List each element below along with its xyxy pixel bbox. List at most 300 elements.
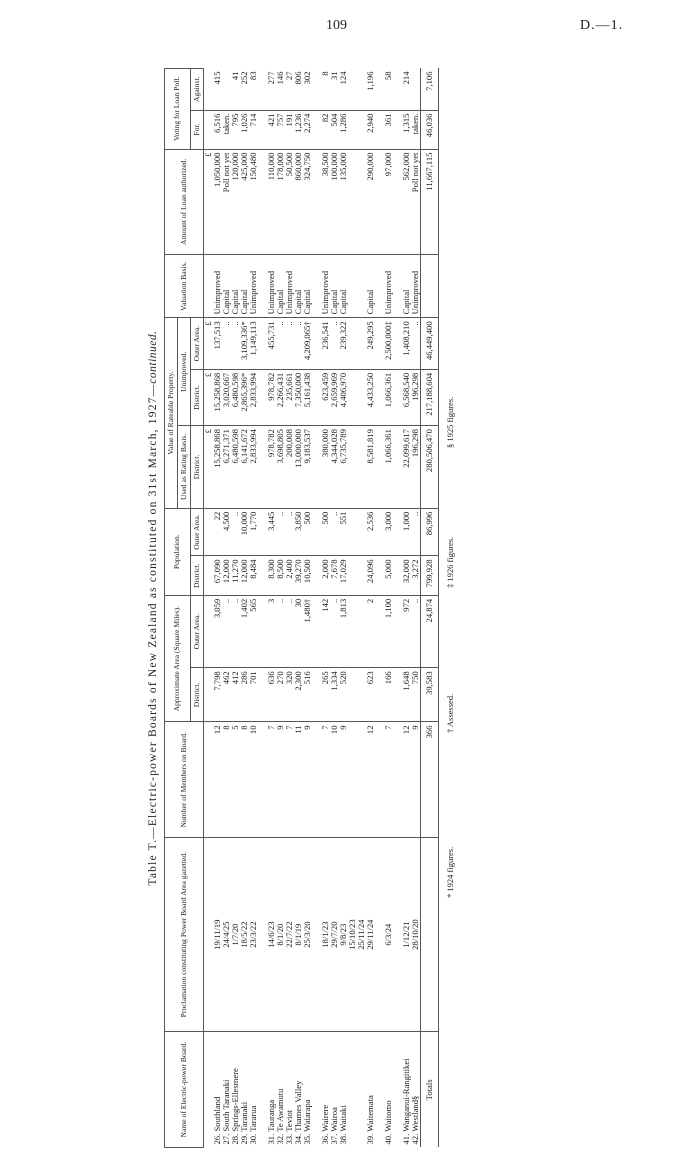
- cell-members: 7: [285, 722, 294, 838]
- cell-name: 41. Wanganui-Rangitikei: [401, 1058, 412, 1145]
- cell-proc: 18/5/22: [240, 838, 249, 1032]
- cell-un-o: 137,513: [213, 318, 222, 369]
- total-pop-o: 86,996: [421, 508, 439, 556]
- cell-rb-d: 380,000: [321, 426, 330, 509]
- cell-for: 795: [231, 110, 240, 149]
- cell-name: 35. Waiarapa: [302, 1099, 313, 1145]
- cell-pop-o: 10,000: [240, 508, 249, 556]
- cell-for: 361: [384, 110, 393, 149]
- footnote: † Assessed.: [445, 693, 456, 733]
- cell-for: 1,315: [402, 110, 411, 149]
- cell-area-o: 3: [267, 595, 276, 668]
- cell-pop-d: 17,029: [339, 556, 348, 595]
- cell-proc: 23/3/22: [249, 838, 258, 1032]
- cell-un-d: 6,568,540: [402, 369, 411, 425]
- cell-rb-d: [348, 426, 357, 509]
- cell-rb-d: 6,480,598: [231, 426, 240, 509]
- cell-area-d: 166: [384, 668, 393, 722]
- table-title: [142, 68, 164, 1148]
- cell-pop-d: 8,484: [249, 556, 258, 595]
- row-spacer: [258, 69, 267, 1148]
- cell-loan: 860,000: [294, 149, 303, 254]
- cell-un-d: 7,350,000: [294, 369, 303, 425]
- cell-loan: 100,000: [330, 149, 339, 254]
- cell-members: 7: [321, 722, 330, 838]
- total-un-o: 46,449,400: [421, 318, 439, 369]
- rotated-table-container: [142, 68, 638, 1148]
- cell-members: 8: [222, 722, 231, 838]
- cell-name: 28. Springs-Ellesmere: [229, 1068, 240, 1145]
- cell-for: 1,236: [294, 110, 303, 149]
- cell-name: 38. Waitaki: [338, 1105, 349, 1145]
- cell-against: 252: [240, 69, 249, 111]
- cell-loan: Poll not yet: [222, 149, 231, 254]
- cell-un-d: [348, 369, 357, 425]
- cell-for: 1,286: [339, 110, 348, 149]
- cell-un-d: 978,782: [267, 369, 276, 425]
- header-used-as-rating-basis: Used as Rating Basis.: [177, 426, 190, 509]
- cell-un-d: 235,661: [285, 369, 294, 425]
- cell-members: 10: [330, 722, 339, 838]
- page-number: 109: [326, 18, 347, 33]
- cell-loan: 120,000: [231, 149, 240, 254]
- header-rb-district: District.: [190, 426, 203, 509]
- cell-for: 757: [276, 110, 285, 149]
- header-pop-district: District.: [190, 556, 203, 595]
- header-un-outer: Outer Area.: [190, 318, 203, 369]
- cell-name: 39. Waitemata: [365, 1095, 376, 1145]
- cell-proc: 22/7/22: [285, 838, 294, 1032]
- table-row: [213, 69, 222, 1148]
- cell-area-o: 142: [321, 595, 330, 668]
- cell-proc: 29/11/24: [366, 838, 375, 1032]
- cell-members: 5: [231, 722, 240, 838]
- cell-pop-o: ..: [285, 508, 294, 556]
- cell-area-o: ..: [411, 595, 421, 668]
- cell-for: 714: [249, 110, 258, 149]
- cell-area-o: 565: [249, 595, 258, 668]
- cell-area-d: 623: [366, 668, 375, 722]
- cell-pop-o: 3,445: [267, 508, 276, 556]
- cell-against: 27: [285, 69, 294, 111]
- header-name: Name of Electric-power Board.: [165, 1032, 204, 1148]
- cell-name: 31. Tauranga: [266, 1099, 276, 1145]
- cell-loan: 50,500: [285, 149, 294, 254]
- cell-loan: [348, 149, 357, 254]
- cell-area-o: ..: [276, 595, 285, 668]
- cell-rb-d: 4,344,028: [330, 426, 339, 509]
- cell-area-d: 1,334: [330, 668, 339, 722]
- cell-pop-d: 39,270: [294, 556, 303, 595]
- cell-rb-d: 3,698,805: [276, 426, 285, 509]
- cell-area-d: 320: [285, 668, 294, 722]
- cell-proc: 28/10/20: [411, 838, 421, 1032]
- cell-members: 12: [366, 722, 375, 838]
- cell-pop-o: 3,850: [294, 508, 303, 556]
- table-row: [267, 69, 276, 1148]
- cell-basis: Capital: [222, 254, 231, 318]
- cell-for: taken.: [411, 110, 421, 149]
- cell-loan: 290,000: [366, 149, 375, 254]
- cell-un-d: 15,258,868: [213, 369, 222, 425]
- cell-proc: 8/1/19: [294, 838, 303, 1032]
- total-for: 46,036: [421, 110, 439, 149]
- cell-name: 30. Tararua: [247, 1105, 258, 1145]
- cell-members: 9: [411, 722, 421, 838]
- cell-pop-o: ..: [231, 508, 240, 556]
- cell-rb-d: 6,271,371: [222, 426, 231, 509]
- cell-area-d: 701: [249, 668, 258, 722]
- table-title-suffix: continued.: [147, 330, 159, 384]
- cell-members: 11: [294, 722, 303, 838]
- cell-basis: Capital: [276, 254, 285, 318]
- cell-pop-d: 12,000: [240, 556, 249, 595]
- cell-pop-d: 7,678: [330, 556, 339, 595]
- cell-name: 33. Teviot: [284, 1109, 295, 1145]
- cell-proc: 9/8/23: [339, 838, 348, 1032]
- cell-area-d: 462: [222, 668, 231, 722]
- cell-area-d: 2,300: [294, 668, 303, 722]
- cell-basis: Unimproved: [285, 254, 294, 318]
- cell-un-o: ..: [411, 318, 421, 369]
- cell-rb-d: 196,298: [411, 426, 421, 509]
- cell-pop-o: 3,000: [384, 508, 393, 556]
- cell-rb-d: 8,581,819: [366, 426, 375, 509]
- cell-un-o: 239,322: [339, 318, 348, 369]
- cell-against: 8: [321, 69, 330, 111]
- cell-for: 2,274: [303, 110, 312, 149]
- total-area-d: 39,583: [421, 668, 439, 722]
- cell-proc: 24/4/25: [222, 838, 231, 1032]
- cell-for: 504: [330, 110, 339, 149]
- cell-pop-o: [348, 508, 357, 556]
- cell-name: [348, 1032, 357, 1148]
- currency-symbol: £: [203, 426, 213, 509]
- table-row: [357, 69, 366, 1148]
- document-reference: D.—1.: [580, 18, 624, 33]
- cell-loan: 1,050,000: [213, 149, 222, 254]
- cell-against: 146: [276, 69, 285, 111]
- cell-area-d: 750: [411, 668, 421, 722]
- cell-pop-d: 2,400: [285, 556, 294, 595]
- header-pop-outer: Outer Area.: [190, 508, 203, 556]
- cell-members: [357, 722, 366, 838]
- header-population: Population.: [165, 508, 191, 595]
- cell-members: [348, 722, 357, 838]
- total-loan: 11,667,115: [421, 149, 439, 254]
- spacer-cell: [258, 722, 267, 838]
- cell-name: 26. Southland: [211, 1096, 222, 1145]
- cell-against: 415: [213, 69, 222, 111]
- cell-basis: Unimproved: [384, 254, 393, 318]
- cell-un-o: 2,500,000‡: [384, 318, 393, 369]
- cell-loan: 324,750: [303, 149, 312, 254]
- cell-pop-o: 551: [339, 508, 348, 556]
- total-against: 7,106: [421, 69, 439, 111]
- cell-rb-d: 978,782: [267, 426, 276, 509]
- header-loan-amount: Amount of Loan authorized.: [165, 149, 204, 254]
- cell-pop-o: 4,500: [222, 508, 231, 556]
- cell-members: 8: [240, 722, 249, 838]
- header-un-district: District.: [190, 369, 203, 425]
- cell-members: 9: [303, 722, 312, 838]
- table-title-text: Table T.—Electric-power Boards of New Zealand as constituted on 31st March, 1927—: [147, 383, 159, 886]
- total-empty: [421, 838, 439, 1032]
- header-valuation-basis: Valuation Basis.: [165, 254, 204, 318]
- cell-for: [348, 110, 357, 149]
- cell-proc: 25/3/20: [303, 838, 312, 1032]
- cell-name: 42. Westland§: [410, 1095, 421, 1145]
- cell-members: 7: [267, 722, 276, 838]
- cell-pop-o: 1,000: [402, 508, 411, 556]
- cell-area-d: 7,798: [213, 668, 222, 722]
- cell-un-o: ..: [330, 318, 339, 369]
- cell-against: 277: [267, 69, 276, 111]
- cell-un-d: 6,480,598: [231, 369, 240, 425]
- cell-area-o: 2: [366, 595, 375, 668]
- cell-rb-d: 6,735,789: [339, 426, 348, 509]
- cell-area-o: [357, 595, 366, 668]
- spacer-cell: [312, 722, 321, 838]
- currency-symbol: £: [203, 149, 213, 254]
- cell-proc: 19/11/19: [213, 838, 222, 1032]
- cell-against: 214: [402, 69, 411, 111]
- cell-pop-d: 3,272: [411, 556, 421, 595]
- cell-loan: 178,000: [276, 149, 285, 254]
- cell-loan: 150,480: [249, 149, 258, 254]
- cell-pop-d: 8,300: [267, 556, 276, 595]
- totals-row: [421, 69, 439, 1148]
- cell-un-d: 2,659,969: [330, 369, 339, 425]
- cell-un-o: 455,731: [267, 318, 276, 369]
- cell-basis: Capital: [366, 254, 375, 318]
- cell-pop-o: 1,770: [249, 508, 258, 556]
- cell-pop-d: 2,000: [321, 556, 330, 595]
- cell-un-o: 249,295: [366, 318, 375, 369]
- cell-area-d: 520: [339, 668, 348, 722]
- header-against: Against.: [190, 69, 203, 111]
- cell-proc: 8/1/20: [276, 838, 285, 1032]
- cell-against: 124: [339, 69, 348, 111]
- cell-basis: Unimproved: [411, 254, 421, 318]
- table-row: [411, 69, 421, 1148]
- cell-basis: Unimproved: [213, 254, 222, 318]
- cell-area-o: 1,480†: [303, 595, 312, 668]
- cell-against: 41: [231, 69, 240, 111]
- cell-against: 1,196: [366, 69, 375, 111]
- cell-un-o: ..: [285, 318, 294, 369]
- cell-members: 9: [339, 722, 348, 838]
- cell-pop-d: 5,000: [384, 556, 393, 595]
- cell-proc: 1/7/20: [231, 838, 240, 1032]
- cell-area-o: ..: [330, 595, 339, 668]
- cell-loan: 135,000: [339, 149, 348, 254]
- cell-basis: Capital: [303, 254, 312, 318]
- table-row: [339, 69, 348, 1148]
- header-for: For.: [190, 110, 203, 149]
- cell-basis: Capital: [231, 254, 240, 318]
- cell-pop-d: 12,000: [222, 556, 231, 595]
- footnote: § 1925 figures.: [445, 396, 456, 448]
- total-area-o: 24,874: [421, 595, 439, 668]
- cell-area-o: ..: [285, 595, 294, 668]
- cell-proc: 29/7/20: [330, 838, 339, 1032]
- total-rb-d: 280,506,470: [421, 426, 439, 509]
- cell-basis: Unimproved: [321, 254, 330, 318]
- cell-basis: Capital: [330, 254, 339, 318]
- cell-against: 58: [384, 69, 393, 111]
- cell-basis: [348, 254, 357, 318]
- cell-basis: Unimproved: [267, 254, 276, 318]
- cell-pop-d: 11,270: [231, 556, 240, 595]
- cell-name: 37. Wairoa: [329, 1107, 340, 1145]
- cell-un-d: 3,020,667: [222, 369, 231, 425]
- cell-area-o: 1,813: [339, 595, 348, 668]
- spacer-cell: [258, 595, 267, 668]
- cell-proc: 18/1/23: [321, 838, 330, 1032]
- total-label: Totals: [421, 1032, 439, 1148]
- cell-area-o: [348, 595, 357, 668]
- cell-name: 40. Waitomo: [383, 1100, 394, 1145]
- cell-un-o: [348, 318, 357, 369]
- cell-basis: Capital: [402, 254, 411, 318]
- table-row: [321, 69, 330, 1148]
- cell-rb-d: 200,008: [285, 426, 294, 509]
- cell-un-o: 1,408,210: [402, 318, 411, 369]
- spacer-cell: [393, 722, 402, 838]
- total-empty: [421, 254, 439, 318]
- cell-for: taken.: [222, 110, 231, 149]
- cell-un-d: 623,459: [321, 369, 330, 425]
- cell-loan: Poll not yet: [411, 149, 421, 254]
- cell-area-d: 286: [240, 668, 249, 722]
- cell-rb-d: 2,833,994: [249, 426, 258, 509]
- cell-rb-d: 6,141,672: [240, 426, 249, 509]
- cell-un-o: ..: [231, 318, 240, 369]
- cell-pop-o: ..: [330, 508, 339, 556]
- cell-un-d: 2,833,994: [249, 369, 258, 425]
- cell-loan: 38,500: [321, 149, 330, 254]
- cell-rb-d: 22,099,617: [402, 426, 411, 509]
- cell-for: 82: [321, 110, 330, 149]
- cell-against: 806: [294, 69, 303, 111]
- cell-proc: 1/12/21: [402, 838, 411, 1032]
- cell-un-d: 196,298: [411, 369, 421, 425]
- cell-pop-d: 67,090: [213, 556, 222, 595]
- cell-for: 1,026: [240, 110, 249, 149]
- cell-basis: Capital: [294, 254, 303, 318]
- cell-un-d: 1,066,361: [384, 369, 393, 425]
- total-pop-d: 799,928: [421, 556, 439, 595]
- cell-un-o: 4,209,065†: [303, 318, 312, 369]
- cell-name: 36. Wairere: [320, 1104, 331, 1145]
- cell-rb-d: 13,000,000: [294, 426, 303, 509]
- cell-pop-d: 32,000: [402, 556, 411, 595]
- cell-un-o: 236,541: [321, 318, 330, 369]
- cell-loan: 562,000: [402, 149, 411, 254]
- cell-un-o: 3,109,336*: [240, 318, 249, 369]
- cell-un-d: 2,865,396*: [240, 369, 249, 425]
- cell-area-o: 30: [294, 595, 303, 668]
- cell-proc: 25/11/24: [357, 838, 366, 1032]
- cell-un-d: 4,433,250: [366, 369, 375, 425]
- cell-basis: Capital: [240, 254, 249, 318]
- cell-members: 10: [249, 722, 258, 838]
- cell-against: [348, 69, 357, 111]
- cell-basis: Capital: [339, 254, 348, 318]
- cell-pop-o: 22: [213, 508, 222, 556]
- cell-loan: 425,000: [240, 149, 249, 254]
- table-body: [203, 69, 438, 1148]
- cell-pop-d: 24,096: [366, 556, 375, 595]
- cell-area-d: 1,648: [402, 668, 411, 722]
- cell-against: 31: [330, 69, 339, 111]
- cell-un-d: 2,266,431: [276, 369, 285, 425]
- cell-area-o: 972: [402, 595, 411, 668]
- cell-members: 9: [276, 722, 285, 838]
- cell-name: 29. Taranaki: [238, 1101, 249, 1145]
- total-un-d: 217,188,604: [421, 369, 439, 425]
- cell-name: 32. Te Awamutu: [275, 1088, 286, 1145]
- cell-members: 12: [402, 722, 411, 838]
- cell-area-o: 1,402: [240, 595, 249, 668]
- table-row: [222, 69, 231, 1148]
- cell-proc: 6/3/24: [384, 838, 393, 1032]
- footnotes: [445, 68, 459, 1148]
- cell-for: 6,516: [213, 110, 222, 149]
- cell-pop-o: 500: [321, 508, 330, 556]
- cell-name: 34. Thames Valley: [293, 1080, 304, 1145]
- cell-name: 27. South Taranaki: [220, 1079, 231, 1145]
- cell-area-d: 636: [267, 668, 276, 722]
- spacer-cell: [375, 722, 384, 838]
- cell-area-o: ..: [231, 595, 240, 668]
- header-area-district: District.: [190, 668, 203, 722]
- cell-against: [411, 69, 421, 111]
- cell-loan: 110,000: [267, 149, 276, 254]
- cell-pop-d: [348, 556, 357, 595]
- cell-area-o: 3,059: [213, 595, 222, 668]
- cell-area-o: ..: [222, 595, 231, 668]
- cell-area-d: 516: [303, 668, 312, 722]
- currency-symbol: £: [203, 369, 213, 425]
- header-loan-poll: Voting for Loan Poll.: [165, 69, 191, 150]
- table-row: [366, 69, 375, 1148]
- cell-un-d: 4,406,970: [339, 369, 348, 425]
- cell-area-d: 265: [321, 668, 330, 722]
- cell-against: 302: [303, 69, 312, 111]
- cell-basis: Unimproved: [249, 254, 258, 318]
- table-row: [276, 69, 285, 1148]
- cell-un-o: ..: [222, 318, 231, 369]
- cell-area-d: [348, 668, 357, 722]
- electric-power-boards-table: [164, 68, 439, 1148]
- cell-area-o: 1,100: [384, 595, 393, 668]
- table-row: [402, 69, 411, 1148]
- cell-un-d: 5,161,438: [303, 369, 312, 425]
- header-proclamation: Proclamation constituting Power Board Area gazetted.: [165, 838, 204, 1032]
- header-unimproved: Unimproved.: [177, 318, 190, 426]
- table-row: [303, 69, 312, 1148]
- cell-area-d: 270: [276, 668, 285, 722]
- cell-pop-o: ..: [411, 508, 421, 556]
- cell-members: 7: [384, 722, 393, 838]
- cell-un-o: ..: [294, 318, 303, 369]
- cell-un-o: ..: [276, 318, 285, 369]
- cell-rb-d: 1,066,361: [384, 426, 393, 509]
- cell-against: 83: [249, 69, 258, 111]
- cell-area-d: 412: [231, 668, 240, 722]
